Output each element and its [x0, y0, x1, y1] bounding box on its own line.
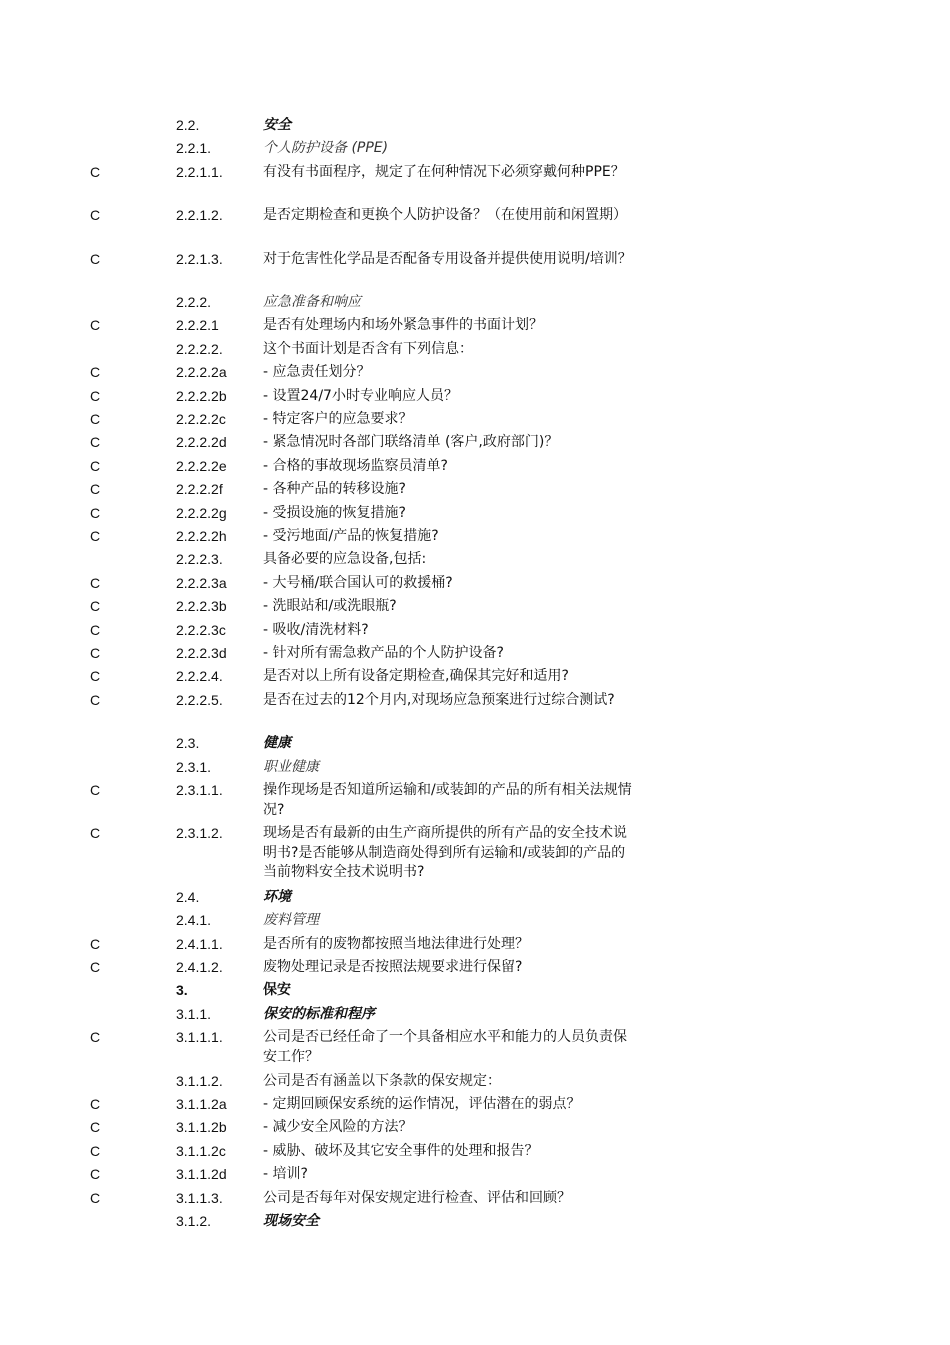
row-code: C — [90, 1119, 101, 1136]
checklist-row — [0, 504, 950, 524]
checklist-row — [0, 1165, 950, 1185]
checklist-row — [0, 139, 950, 159]
row-text: 操作现场是否知道所运输和/或装卸的产品的所有相关法规情况? — [263, 782, 632, 818]
checklist-row — [0, 1072, 950, 1092]
row-number: 3.1.1.3. — [176, 1189, 223, 1206]
row-number: 2.2.1.2. — [176, 207, 223, 224]
row-text: 是否对以上所有设备定期检查,确保其完好和适用? — [263, 668, 569, 685]
row-text: 保安的标准和程序 — [263, 1005, 375, 1022]
row-text: - 受损设施的恢复措施? — [263, 504, 406, 521]
row-text: - 大号桶/联合国认可的救援桶? — [263, 574, 453, 591]
row-code: C — [90, 434, 101, 451]
row-number: 2.2.2.2c — [176, 411, 226, 427]
checklist-row — [0, 433, 950, 453]
row-number: 2.2.2.2f — [176, 481, 223, 498]
checklist-row — [0, 480, 950, 500]
row-text: - 减少安全风险的方法？ — [263, 1119, 413, 1136]
row-code: C — [90, 574, 101, 591]
checklist-row — [0, 958, 950, 978]
row-number: 3.1.1.2a — [176, 1096, 227, 1112]
row-text: 职业健康 — [263, 758, 319, 775]
row-code: C — [90, 250, 101, 267]
row-text: 公司是否已经任命了一个具备相应水平和能力的人员负责保安工作？ — [263, 1029, 627, 1065]
row-code: C — [90, 504, 101, 521]
checklist-row — [0, 644, 950, 664]
row-code: C — [90, 317, 101, 334]
row-text: 这个书面计划是否含有下列信息： — [263, 340, 473, 357]
row-number: 2.2.2.2h — [176, 528, 227, 544]
checklist-row — [0, 824, 950, 883]
row-text: - 吸收/清洗材料? — [263, 621, 369, 638]
row-number: 2.2.2.2a — [176, 364, 227, 381]
checklist-row — [0, 206, 950, 226]
row-number: 2.2.1.3. — [176, 250, 223, 267]
row-code: C — [90, 825, 101, 842]
row-code: C — [90, 668, 101, 685]
row-code: C — [90, 1029, 101, 1046]
row-number: 2.3.1.2. — [176, 825, 223, 842]
row-text: 是否在过去的12个月内,对现场应急预案进行过综合测试? — [263, 691, 615, 708]
row-text: 安全 — [263, 117, 291, 133]
row-text: - 定期回顾保安系统的运作情况，评估潜在的弱点？ — [263, 1096, 581, 1112]
checklist-row — [0, 981, 950, 1001]
checklist-row — [0, 888, 950, 908]
row-text: - 特定客户的应急要求？ — [263, 411, 413, 427]
row-text: - 应急责任划分？ — [263, 364, 371, 381]
row-text: 有没有书面程序，规定了在何种情况下必须穿戴何种PPE？ — [263, 163, 625, 180]
row-text: 是否有处理场内和场外紧急事件的书面计划？ — [263, 317, 543, 334]
row-text: - 威胁、破坏及其它安全事件的处理和报告？ — [263, 1142, 539, 1159]
row-number: 2.4.1.1. — [176, 935, 223, 952]
checklist-row — [0, 597, 950, 617]
row-text: - 设置24/7小时专业响应人员？ — [263, 387, 458, 404]
row-code: C — [90, 1142, 101, 1159]
row-text: - 培训? — [263, 1166, 308, 1183]
row-number: 3.1.1.2b — [176, 1119, 227, 1136]
row-text: 个人防护设备 (PPE) — [263, 140, 389, 157]
checklist-row — [0, 667, 950, 687]
row-number: 3.1.1.2d — [176, 1166, 227, 1183]
row-text: 是否所有的废物都按照当地法律进行处理？ — [263, 935, 529, 952]
row-number: 3.1.1.2c — [176, 1142, 226, 1159]
checklist-row — [0, 574, 950, 594]
row-number: 2.4. — [176, 888, 200, 905]
row-number: 2.3.1. — [176, 758, 212, 775]
checklist-row — [0, 1028, 950, 1067]
checklist-row — [0, 758, 950, 778]
checklist-row — [0, 621, 950, 641]
row-number: 2.3.1.1. — [176, 782, 223, 798]
row-code: C — [90, 621, 101, 638]
row-text: - 针对所有需急救产品的个人防护设备? — [263, 645, 504, 661]
row-code: C — [90, 163, 101, 180]
row-text: 废料管理 — [263, 912, 319, 929]
row-code: C — [90, 645, 101, 661]
row-code: C — [90, 959, 101, 975]
row-code: C — [90, 457, 101, 474]
row-number: 3.1.1.1. — [176, 1029, 223, 1046]
checklist-row — [0, 1212, 950, 1232]
row-number: 2.2.2.3b — [176, 598, 227, 615]
row-text: - 各种产品的转移设施? — [263, 481, 406, 498]
row-number: 2.2.2.3. — [176, 551, 223, 568]
checklist-row — [0, 1005, 950, 1025]
row-number: 2.2.2.5. — [176, 691, 223, 708]
checklist-row — [0, 316, 950, 336]
row-code: C — [90, 691, 101, 708]
row-number: 2.2.2.4. — [176, 668, 223, 685]
row-text: 是否定期检查和更换个人防护设备？（在使用前和闲置期） — [263, 207, 627, 224]
row-number: 2.3. — [176, 735, 200, 752]
row-number: 2.2.1. — [176, 140, 212, 157]
row-number: 2.2. — [176, 117, 200, 133]
row-code: C — [90, 1189, 101, 1206]
row-text: 对于危害性化学品是否配备专用设备并提供使用说明/培训？ — [263, 250, 632, 267]
checklist-row — [0, 911, 950, 931]
row-code: C — [90, 598, 101, 615]
row-text: - 合格的事故现场监察员清单? — [263, 457, 448, 474]
checklist-row — [0, 527, 950, 547]
checklist-row — [0, 293, 950, 313]
row-code: C — [90, 1096, 101, 1112]
row-code: C — [90, 207, 101, 224]
checklist-row — [0, 250, 950, 270]
row-number: 2.2.1.1. — [176, 163, 223, 180]
row-code: C — [90, 782, 101, 798]
row-text: 环境 — [263, 888, 291, 905]
row-text: 公司是否每年对保安规定进行检查、评估和回顾？ — [263, 1189, 571, 1206]
checklist-row — [0, 163, 950, 183]
row-text: - 受污地面/产品的恢复措施? — [263, 528, 439, 544]
row-number: 3.1.2. — [176, 1213, 212, 1229]
row-number: 2.2.2.3a — [176, 574, 227, 591]
row-number: 2.2.2.1 — [176, 317, 219, 334]
row-number: 2.2.2.2g — [176, 504, 227, 521]
row-text: - 洗眼站和/或洗眼瓶? — [263, 598, 397, 615]
row-number: 2.2.2.2b — [176, 387, 227, 404]
row-number: 2.2.2.2e — [176, 457, 227, 474]
checklist-row — [0, 1095, 950, 1115]
checklist-row — [0, 387, 950, 407]
row-text: 废物处理记录是否按照法规要求进行保留? — [263, 959, 523, 975]
row-text: 健康 — [263, 735, 291, 752]
row-text: 现场是否有最新的由生产商所提供的所有产品的安全技术说明书?是否能够从制造商处得到所有运输和/或装卸的产品的当前物料安全技术说明书? — [263, 825, 627, 881]
row-number: 3.1.1.2. — [176, 1072, 223, 1089]
row-number: 2.2.2.3d — [176, 645, 227, 661]
row-number: 2.4.1.2. — [176, 959, 223, 975]
row-number: 2.2.2.2. — [176, 340, 223, 357]
row-code: C — [90, 528, 101, 544]
checklist-row — [0, 363, 950, 383]
row-number: 3. — [176, 982, 188, 999]
row-code: C — [90, 387, 101, 404]
checklist-row — [0, 734, 950, 754]
row-text: 应急准备和响应 — [263, 294, 361, 310]
checklist-row — [0, 935, 950, 955]
row-text: 具备必要的应急设备,包括: — [263, 551, 427, 568]
row-text: 保安 — [263, 982, 291, 999]
row-number: 2.2.2.3c — [176, 621, 226, 638]
row-code: C — [90, 481, 101, 498]
row-number: 3.1.1. — [176, 1005, 212, 1022]
row-number: 2.4.1. — [176, 912, 212, 929]
row-number: 2.2.2. — [176, 294, 212, 310]
checklist-row — [0, 550, 950, 570]
checklist-row — [0, 1118, 950, 1138]
checklist-row — [0, 410, 950, 430]
row-code: C — [90, 935, 101, 952]
checklist-row — [0, 1189, 950, 1209]
row-code: C — [90, 411, 101, 427]
row-text: 现场安全 — [263, 1213, 319, 1229]
checklist-row — [0, 1142, 950, 1162]
row-number: 2.2.2.2d — [176, 434, 227, 451]
checklist-row — [0, 781, 950, 820]
checklist-row — [0, 116, 950, 136]
checklist-row — [0, 691, 950, 711]
checklist-row — [0, 340, 950, 360]
row-text: 公司是否有涵盖以下条款的保安规定： — [263, 1072, 501, 1089]
row-code: C — [90, 364, 101, 381]
row-text: - 紧急情况时各部门联络清单 (客户,政府部门)？ — [263, 434, 559, 451]
checklist-row — [0, 457, 950, 477]
row-code: C — [90, 1166, 101, 1183]
